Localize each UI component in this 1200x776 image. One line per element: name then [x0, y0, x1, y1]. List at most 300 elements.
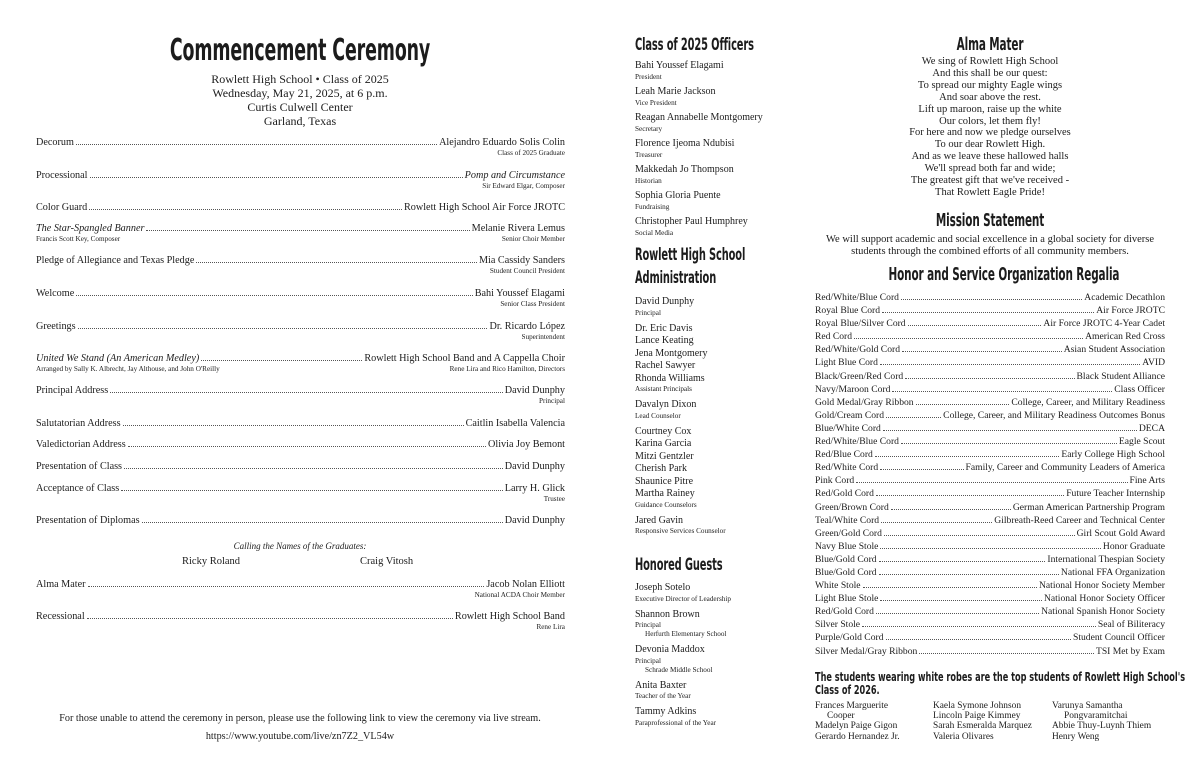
program-sub-right: Rene Lira and Rico Hamilton, Directors — [449, 365, 565, 373]
person-role: Paraprofessional of the Year — [635, 718, 717, 727]
admin-role: Lead Counselor — [635, 411, 681, 420]
regalia-row — [815, 553, 1165, 566]
regalia-organization: American Red Cross — [1085, 331, 1165, 343]
program-item — [36, 514, 565, 527]
regalia-organization: National Honor Society Member — [1038, 580, 1165, 592]
robe-student-name: Kaela Symone Johnson — [933, 701, 1022, 711]
person-name: Tammy Adkins — [635, 706, 697, 717]
mission-heading: Mission Statement — [935, 210, 1045, 231]
dot-leader — [876, 495, 1064, 496]
admin-group — [635, 399, 805, 421]
person-entry — [635, 190, 805, 212]
program-row — [36, 482, 565, 495]
program-item — [36, 352, 565, 374]
program-performer: Caitlin Isabella Valencia — [465, 418, 565, 429]
lyric-line: To spread our mighty Eagle wings — [917, 79, 1063, 91]
dot-leader — [883, 430, 1137, 431]
admin-name: Rhonda Williams — [635, 372, 705, 384]
robe-student-name: Madelyn Paige Gigon — [815, 721, 898, 732]
dot-leader — [886, 639, 1071, 640]
dot-leader — [862, 626, 1096, 627]
dot-leader — [201, 360, 362, 361]
program-subline — [36, 333, 565, 342]
program-sub-left: Francis Scott Key, Composer — [36, 235, 121, 243]
lyric-line: And this shall be our quest: — [932, 67, 1048, 79]
person-name: Florence Ijeoma Ndubisi — [635, 138, 735, 149]
dot-leader — [876, 613, 1039, 614]
program-sub-right: Student Council President — [489, 267, 565, 275]
program-sub-right: Trustee — [543, 495, 565, 503]
program-performer: Alejandro Eduardo Solis Colin — [439, 137, 565, 148]
person-role: Treasurer — [635, 150, 663, 159]
regalia-item: Light Blue Stole — [815, 593, 879, 605]
lyric-line: For here and now we pledge ourselves — [909, 127, 1071, 139]
regalia-row — [815, 435, 1165, 448]
dot-leader — [76, 295, 473, 296]
regalia-organization: College, Career, and Military Readiness — [1011, 396, 1165, 408]
program-item — [36, 136, 565, 158]
dot-leader — [902, 351, 1062, 352]
program-row — [36, 320, 565, 333]
program-performer: David Dunphy — [504, 385, 565, 396]
program-item — [36, 320, 565, 342]
person-name: Shannon Brown — [635, 608, 700, 620]
program-row — [36, 514, 565, 527]
regalia-row — [815, 645, 1165, 658]
livestream-link[interactable]: https://www.youtube.com/live/zn7Z2_VL54w — [205, 731, 395, 742]
officers-column — [635, 0, 800, 776]
regalia-organization: German American Partnership Program — [1012, 501, 1165, 513]
dot-leader — [905, 378, 1074, 379]
admin-name: Davalyn Dixon — [635, 399, 697, 410]
regalia-organization: AVID — [1142, 357, 1165, 369]
robes-names-col-2 — [933, 701, 1032, 742]
dot-leader — [884, 535, 1075, 536]
regalia-organization: TSI Met by Exam — [1095, 645, 1165, 657]
robe-student-name: Pongvaramitchai — [1064, 711, 1128, 722]
program-sub-right: Senior Choir Member — [501, 235, 565, 243]
program-performer: Melanie Rivera Lemus — [471, 223, 565, 234]
city-line: Garland, Texas — [263, 114, 337, 128]
lyric-line: Lift up maroon, raise up the white — [918, 103, 1062, 115]
admin-group — [635, 323, 805, 395]
program-sub-right: Class of 2025 Graduate — [497, 149, 565, 157]
program-performer: Rowlett High School Air Force JROTC — [403, 202, 565, 213]
person-name: Leah Marie Jackson — [635, 86, 716, 97]
robe-student-name: Cooper — [827, 711, 855, 722]
admin-list — [635, 296, 805, 541]
person-entry — [635, 112, 805, 134]
program-row — [36, 169, 565, 182]
regalia-item: Blue/Gold Cord — [815, 553, 877, 565]
regalia-item: Royal Blue Cord — [815, 305, 881, 317]
regalia-organization: Seal of Biliteracy — [1097, 619, 1165, 631]
regalia-organization: Asian Student Association — [1063, 344, 1165, 356]
dot-leader — [879, 561, 1046, 562]
robes-note-line-2: Class of 2026. — [815, 683, 880, 697]
person-entry — [635, 164, 805, 186]
robe-student-name: Varunya Samantha — [1052, 701, 1123, 711]
robe-student-name: Abbie Thuy-Luynh Thiem — [1052, 721, 1152, 732]
admin-heading-2: Administration — [635, 268, 717, 288]
person-entry — [635, 216, 805, 238]
person-role: Vice President — [635, 98, 677, 107]
program-subline — [36, 397, 565, 406]
program-row — [36, 287, 565, 300]
admin-role: Assistant Principals — [635, 385, 692, 393]
person-role: Secretary — [635, 124, 663, 133]
program-row — [36, 460, 565, 473]
person-name: Reagan Annabelle Montgomery — [635, 112, 763, 123]
person-role: Teacher of the Year — [635, 692, 691, 700]
dot-leader — [901, 443, 1117, 444]
regalia-row — [815, 317, 1165, 330]
program-label: Acceptance of Class — [36, 483, 120, 494]
dot-leader — [88, 586, 485, 587]
dot-leader — [881, 522, 992, 523]
regalia-row — [815, 618, 1165, 631]
dot-leader — [880, 469, 963, 470]
regalia-row — [815, 291, 1165, 304]
alma-mater-lyrics — [815, 56, 1165, 199]
program-row — [36, 254, 565, 267]
admin-name: Lance Keating — [635, 335, 694, 346]
guests-heading: Honored Guests — [635, 555, 723, 575]
person-role: Principal — [635, 656, 661, 665]
program-performer: Rowlett High School Band — [454, 611, 565, 622]
regalia-organization: Academic Decathlon — [1084, 292, 1165, 303]
admin-name: Mitzi Gentzler — [635, 450, 694, 462]
person-name: Bahi Youssef Elagami — [635, 60, 724, 71]
ceremony-title: Commencement Ceremony — [169, 33, 431, 68]
lyric-line: That Rowlett Eagle Pride! — [935, 186, 1045, 198]
program-performer: Bahi Youssef Elagami — [474, 288, 565, 299]
date-line: Wednesday, May 21, 2025, at 6 p.m. — [212, 86, 388, 100]
regalia-row — [815, 330, 1165, 343]
admin-name: Courtney Cox — [635, 425, 692, 437]
person-role: Herfurth Elementary School — [645, 630, 727, 638]
regalia-organization: Family, Career and Community Leaders of America — [965, 462, 1165, 474]
regalia-row — [815, 422, 1165, 435]
regalia-organization: Fine Arts — [1129, 475, 1165, 487]
admin-name: David Dunphy — [635, 296, 695, 307]
regalia-row — [815, 304, 1165, 317]
admin-role: Guidance Counselors — [635, 500, 697, 509]
officers-list — [635, 60, 805, 242]
person-name: Christopher Paul Humphrey — [635, 216, 748, 227]
program-performer: Mia Cassidy Sanders — [478, 255, 565, 266]
program-sub-right: Superintendent — [521, 333, 565, 341]
alma-mater-heading: Alma Mater — [956, 34, 1024, 55]
robe-student-name: Henry Weng — [1052, 731, 1100, 742]
regalia-row — [815, 592, 1165, 605]
regalia-row — [815, 514, 1165, 527]
program-performer: Olivia Joy Bemont — [488, 439, 565, 450]
person-role: Fundraising — [635, 202, 670, 211]
program-row — [36, 352, 565, 365]
regalia-row — [815, 409, 1165, 422]
dot-leader — [110, 392, 503, 393]
dot-leader — [879, 574, 1059, 575]
regalia-row — [815, 383, 1165, 396]
program-item — [36, 254, 565, 276]
livestream-note: For those unable to attend the ceremony in person, please use the following link to view the ceremony via live stream. — [59, 713, 541, 724]
regalia-organization: Air Force JROTC 4-Year Cadet — [1043, 318, 1165, 330]
person-entry — [635, 138, 805, 160]
dot-leader — [891, 509, 1011, 510]
reader-name-1: Ricky Roland — [182, 556, 241, 567]
program-label: The Star-Spangled Banner — [36, 223, 145, 234]
lyric-line: To our dear Rowlett High. — [934, 139, 1046, 151]
program-label: Recessional — [36, 611, 85, 622]
regalia-row — [815, 370, 1165, 383]
program-item — [36, 384, 565, 406]
program-subline — [36, 235, 565, 244]
regalia-item: Gold/Cream Cord — [815, 409, 885, 421]
lyric-line: And soar above the rest. — [939, 91, 1041, 103]
regalia-organization: National Spanish Honor Society — [1041, 606, 1165, 618]
lyric-line: And as we leave these hallowed halls — [911, 151, 1069, 163]
regalia-organization: Early College High School — [1061, 449, 1165, 461]
regalia-item: Red/White/Gold Cord — [815, 344, 900, 356]
program-label: Salutatorian Address — [36, 418, 121, 429]
dot-leader — [854, 338, 1083, 339]
person-role: Social Media — [635, 228, 674, 237]
person-entry — [635, 706, 805, 728]
dot-leader — [128, 446, 486, 447]
robes-note-line-1: The students wearing white robes are the top students of Rowlett High School's — [815, 670, 1186, 684]
regalia-organization: National Honor Society Officer — [1043, 593, 1165, 605]
regalia-row — [815, 448, 1165, 461]
dot-leader — [882, 312, 1094, 313]
program-label: Processional — [36, 170, 88, 181]
robe-student-name: Valeria Olivares — [933, 731, 994, 742]
regalia-item: Silver Stole — [815, 619, 861, 631]
regalia-item: Purple/Gold Cord — [815, 632, 884, 644]
dot-leader — [916, 404, 1010, 405]
program-item — [36, 438, 565, 451]
regalia-row — [815, 474, 1165, 487]
robe-student-name: Sarah Esmeralda Marquez — [933, 721, 1032, 732]
regalia-row — [815, 605, 1165, 618]
program-row — [36, 578, 565, 591]
venue-line: Curtis Culwell Center — [247, 100, 353, 114]
program-sub-right: Rene Lira — [536, 623, 565, 631]
program-subline — [36, 149, 565, 158]
regalia-row — [815, 487, 1165, 500]
program-subline — [36, 623, 565, 632]
program-subline — [36, 182, 565, 191]
program-item — [36, 482, 565, 504]
program-subline — [36, 267, 565, 276]
person-name: Makkedah Jo Thompson — [635, 164, 734, 175]
regalia-item: Pink Cord — [815, 475, 855, 487]
person-role: Schrade Middle School — [645, 665, 713, 674]
regalia-heading: Honor and Service Organization Regalia — [888, 264, 1120, 285]
admin-name: Shaunice Pitre — [635, 475, 694, 487]
regalia-row — [815, 540, 1165, 553]
regalia-item: Red/Gold Cord — [815, 488, 874, 500]
admin-role: Responsive Services Counselor — [635, 527, 726, 535]
admin-group — [635, 296, 805, 318]
program-performer: Pomp and Circumstance — [464, 170, 565, 181]
dot-leader — [856, 482, 1127, 483]
robe-student-name: Frances Marguerite — [815, 701, 888, 711]
regalia-item: Green/Gold Cord — [815, 527, 882, 539]
program-label: Color Guard — [36, 202, 88, 213]
admin-name: Jared Gavin — [635, 514, 684, 526]
calling-heading: Calling the Names of the Graduates: — [233, 541, 367, 551]
regalia-item: Silver Medal/Gray Ribbon — [815, 645, 918, 657]
regalia-organization: Class Officer — [1114, 383, 1165, 395]
dot-leader — [121, 490, 503, 491]
dot-leader — [76, 144, 437, 145]
regalia-item: Black/Green/Red Cord — [815, 370, 904, 382]
program-label: Presentation of Class — [36, 461, 123, 472]
program-label: Greetings — [36, 321, 76, 332]
dot-leader — [89, 209, 402, 210]
regalia-item: Blue/Gold Cord — [815, 566, 877, 578]
regalia-item: Royal Blue/Silver Cord — [815, 318, 906, 330]
program-label: Presentation of Diplomas — [36, 515, 140, 526]
regalia-item: Gold Medal/Gray Ribbon — [815, 396, 914, 408]
dot-leader — [863, 587, 1037, 588]
regalia-item: Navy/Maroon Cord — [815, 383, 891, 395]
school-line: Rowlett High School • Class of 2025 — [211, 72, 389, 86]
mission-text: We will support academic and social excellence in a global society for diverse students through the combined efforts of all community members. — [825, 234, 1155, 257]
regalia-item: White Stole — [815, 580, 861, 592]
program-row — [36, 201, 565, 214]
regalia-organization: National FFA Organization — [1060, 566, 1165, 578]
admin-name: Cherish Park — [635, 463, 687, 474]
program-row — [36, 136, 565, 149]
program-label: Valedictorian Address — [36, 439, 126, 450]
regalia-item: Light Blue Cord — [815, 357, 878, 369]
person-role: Executive Director of Leadership — [635, 594, 731, 603]
program-item — [36, 222, 565, 244]
alma-mater-column — [815, 0, 1186, 776]
admin-name: Karina Garcia — [635, 438, 692, 449]
person-name: Sophia Gloria Puente — [635, 190, 721, 201]
regalia-organization: Girl Scout Gold Award — [1076, 527, 1165, 539]
reader-name-2: Craig Vitosh — [360, 556, 414, 567]
dot-leader — [919, 653, 1094, 654]
regalia-organization: International Thespian Society — [1047, 553, 1165, 565]
program-label: United We Stand (An American Medley) — [36, 353, 200, 364]
program-row — [36, 610, 565, 623]
program-label: Principal Address — [36, 385, 109, 396]
regalia-row — [815, 396, 1165, 409]
program-subline — [36, 591, 565, 600]
program-row — [36, 222, 565, 235]
dot-leader — [908, 325, 1042, 326]
lyric-line: We sing of Rowlett High School — [921, 56, 1059, 67]
program-performer: Jacob Nolan Elliott — [486, 579, 565, 590]
robes-names-col-3 — [1052, 701, 1151, 742]
program-performer: David Dunphy — [504, 461, 565, 472]
guests-list — [635, 582, 805, 733]
admin-name: Dr. Eric Davis — [635, 322, 693, 334]
person-entry — [635, 644, 805, 675]
admin-heading-1: Rowlett High School — [635, 245, 746, 265]
regalia-item: Red/Blue Cord — [815, 449, 873, 461]
dot-leader — [78, 328, 488, 329]
regalia-row — [815, 631, 1165, 644]
regalia-organization: Student Council Officer — [1072, 632, 1165, 644]
dot-leader — [196, 262, 477, 263]
admin-name: Rachel Sawyer — [635, 360, 696, 371]
dot-leader — [880, 364, 1140, 365]
admin-role: Principal — [635, 308, 661, 317]
program-performer: David Dunphy — [504, 515, 565, 526]
program-subline — [36, 365, 565, 374]
program-row — [36, 417, 565, 430]
program-item — [36, 578, 565, 600]
dot-leader — [892, 391, 1112, 392]
livestream-section — [0, 710, 600, 746]
lyric-line: We'll spread both far and wide; — [924, 163, 1056, 175]
dot-leader — [87, 618, 453, 619]
dot-leader — [124, 468, 503, 469]
person-role: President — [635, 72, 662, 81]
person-entry — [635, 582, 805, 604]
regalia-row — [815, 501, 1165, 514]
regalia-item: Red/White/Blue Cord — [815, 292, 899, 303]
regalia-organization: Honor Graduate — [1102, 540, 1165, 552]
regalia-row — [815, 461, 1165, 474]
program-subline — [36, 495, 565, 504]
regalia-organization: Eagle Scout — [1118, 436, 1165, 448]
program-sub-right: Principal — [539, 397, 565, 405]
program-item — [36, 287, 565, 309]
program-label: Decorum — [36, 137, 74, 148]
regalia-item: Red Cord — [815, 331, 853, 343]
admin-group — [635, 515, 805, 537]
program-sub-right: Senior Class President — [500, 300, 565, 308]
program-label: Pledge of Allegiance and Texas Pledge — [36, 255, 195, 266]
program-item — [36, 460, 565, 473]
regalia-organization: Future Teacher Internship — [1066, 488, 1165, 500]
regalia-item: Red/Gold Cord — [815, 606, 874, 618]
regalia-item: Navy Blue Stole — [815, 540, 879, 552]
program-item — [36, 610, 565, 632]
dot-leader — [880, 548, 1101, 549]
program-sub-right: Sir Edward Elgar, Composer — [482, 182, 565, 190]
regalia-organization: Gilbreath-Reed Career and Technical Center — [994, 514, 1165, 526]
dot-leader — [880, 600, 1042, 601]
admin-name: Martha Rainey — [635, 488, 695, 499]
robe-student-name: Gerardo Hernandez Jr. — [815, 731, 900, 742]
person-entry — [635, 86, 805, 108]
program-sub-right: National ACDA Choir Member — [474, 591, 565, 599]
dot-leader — [875, 456, 1060, 457]
program-item — [36, 201, 565, 214]
program-performer: Larry H. Glick — [504, 483, 565, 494]
program-performer: Rowlett High School Band and A Cappella Choir — [364, 353, 565, 364]
regalia-row — [815, 527, 1165, 540]
person-name: Devonia Maddox — [635, 644, 705, 655]
dot-leader — [90, 177, 463, 178]
program-label: Welcome — [36, 288, 75, 299]
robes-names-col-1 — [815, 701, 900, 742]
program-row — [36, 384, 565, 397]
program-row — [36, 438, 565, 451]
program-sub-left: Arranged by Sally K. Albrecht, Jay Althouse, and John O'Reilly — [36, 365, 220, 373]
dot-leader — [146, 230, 469, 231]
regalia-organization: Black Student Alliance — [1076, 370, 1165, 382]
regalia-organization: Air Force JROTC — [1096, 305, 1165, 317]
person-role: Principal — [635, 621, 661, 629]
